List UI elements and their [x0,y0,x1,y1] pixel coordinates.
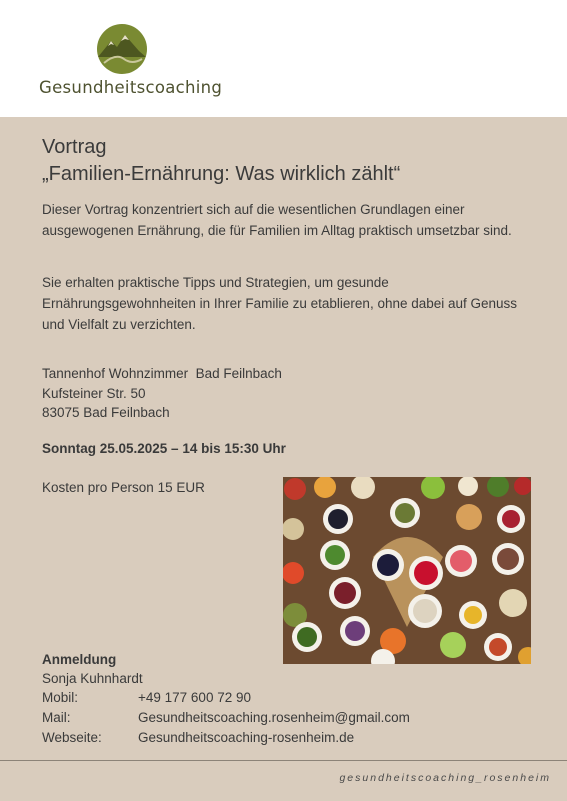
description-paragraph-1: Dieser Vortrag konzentriert sich auf die wesentlichen Grundlagen einer ausgewogenen Ernährung, die für Familien im Alltag praktisch umsetzbar sind. [42,202,512,238]
web-address: Gesundheitscoaching-rosenheim.de [138,730,355,745]
superfood-bowls-photo [283,477,531,664]
photo-illustration [283,477,531,664]
mail-address: Gesundheitscoaching.rosenheim@gmail.com [138,710,410,725]
venue-name: Tannenhof Wohnzimmer Bad Feilnbach [42,366,282,381]
event-datetime: Sonntag 25.05.2025 – 14 bis 15:30 Uhr [42,441,286,456]
venue-street: Kufsteiner Str. 50 [42,385,146,401]
description-paragraph-2: Sie erhalten praktische Tipps und Strategien, um gesunde Ernährungsgewohnheiten in Ihrer Familie zu etablieren, ohne dabei auf Genuss und Vielfalt zu verzichten. [42,275,518,332]
event-cost: Kosten pro Person 15 EUR [42,480,205,495]
event-title: „Familien-Ernährung: Was wirklich zählt“ [42,163,401,185]
brand-name: Gesundheitscoaching [39,78,223,97]
event-heading [42,134,400,188]
mountain-logo-icon [94,23,150,75]
mobile-row [42,690,251,705]
footer-divider [0,760,567,761]
mobile-number: +49 177 600 72 90 [138,690,251,705]
venue-address [42,364,282,423]
footer-handle: gesundheitscoaching_rosenheim [339,772,551,784]
header [0,0,567,117]
web-row [42,730,354,745]
mail-label: Mail: [42,710,71,725]
contact-name: Sonja Kuhnhardt [42,671,143,686]
event-kind: Vortrag [42,136,107,158]
venue-city: 83075 Bad Feilnbach [42,405,170,420]
mail-row [42,710,410,725]
web-label: Webseite: [42,730,102,745]
registration-heading: Anmeldung [42,652,117,667]
mobile-label: Mobil: [42,690,79,705]
